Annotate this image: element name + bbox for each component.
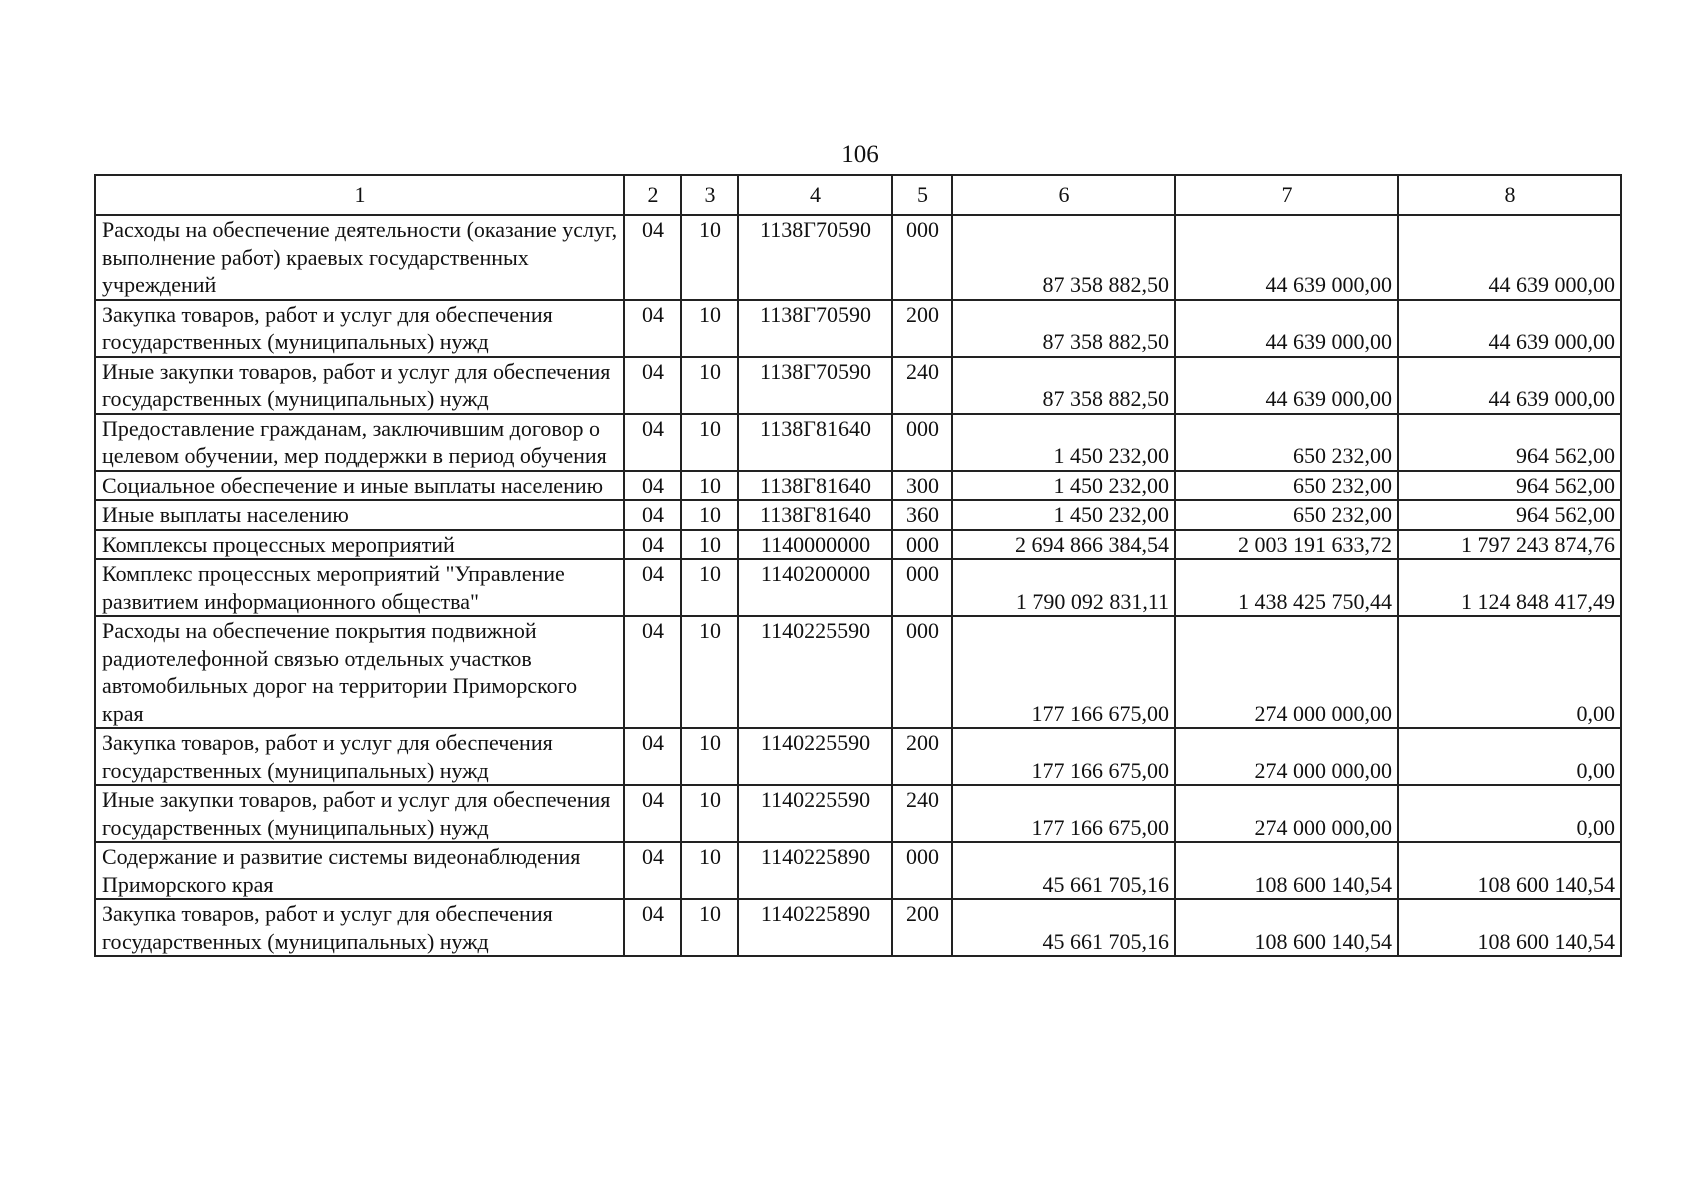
section-code: 04 (624, 500, 681, 530)
target-article-code: 1140225590 (738, 728, 892, 785)
expense-type-code: 000 (892, 414, 952, 471)
table-row (95, 530, 1621, 560)
amount-col-6: 2 694 866 384,54 (952, 530, 1175, 560)
section-code: 04 (624, 471, 681, 501)
expense-name: Закупка товаров, работ и услуг для обеспечения государственных (муниципальных) нужд (95, 899, 624, 956)
amount-col-8: 44 639 000,00 (1398, 357, 1621, 414)
expense-type-code: 200 (892, 300, 952, 357)
table-row (95, 559, 1621, 616)
subsection-code: 10 (681, 500, 738, 530)
expense-name: Иные закупки товаров, работ и услуг для обеспечения государственных (муниципальных) нужд (95, 357, 624, 414)
subsection-code: 10 (681, 300, 738, 357)
expense-name: Иные выплаты населению (95, 500, 624, 530)
target-article-code: 1140225590 (738, 616, 892, 728)
amount-col-6: 1 790 092 831,11 (952, 559, 1175, 616)
subsection-code: 10 (681, 559, 738, 616)
column-header: 7 (1175, 175, 1398, 215)
section-code: 04 (624, 559, 681, 616)
amount-col-8: 44 639 000,00 (1398, 300, 1621, 357)
subsection-code: 10 (681, 357, 738, 414)
amount-col-7: 1 438 425 750,44 (1175, 559, 1398, 616)
subsection-code: 10 (681, 471, 738, 501)
expense-name: Расходы на обеспечение покрытия подвижной радиотелефонной связью отдельных участков автомобильных дорог на территории Приморского края (95, 616, 624, 728)
target-article-code: 1138Г70590 (738, 300, 892, 357)
table-row (95, 300, 1621, 357)
target-article-code: 1138Г81640 (738, 414, 892, 471)
expense-name: Закупка товаров, работ и услуг для обеспечения государственных (муниципальных) нужд (95, 728, 624, 785)
section-code: 04 (624, 616, 681, 728)
amount-col-8: 1 124 848 417,49 (1398, 559, 1621, 616)
expense-type-code: 000 (892, 616, 952, 728)
table-row (95, 414, 1621, 471)
amount-col-8: 0,00 (1398, 728, 1621, 785)
target-article-code: 1140200000 (738, 559, 892, 616)
expense-name: Социальное обеспечение и иные выплаты населению (95, 471, 624, 501)
column-header: 1 (95, 175, 624, 215)
expense-type-code: 200 (892, 728, 952, 785)
subsection-code: 10 (681, 728, 738, 785)
amount-col-6: 87 358 882,50 (952, 300, 1175, 357)
table-row (95, 471, 1621, 501)
expense-name: Иные закупки товаров, работ и услуг для обеспечения государственных (муниципальных) нужд (95, 785, 624, 842)
target-article-code: 1140225590 (738, 785, 892, 842)
table-row (95, 842, 1621, 899)
section-code: 04 (624, 357, 681, 414)
amount-col-7: 274 000 000,00 (1175, 616, 1398, 728)
page-number: 106 (841, 141, 879, 168)
amount-col-8: 108 600 140,54 (1398, 899, 1621, 956)
amount-col-6: 1 450 232,00 (952, 500, 1175, 530)
target-article-code: 1140000000 (738, 530, 892, 560)
amount-col-7: 274 000 000,00 (1175, 785, 1398, 842)
section-code: 04 (624, 728, 681, 785)
expense-name: Предоставление гражданам, заключившим договор о целевом обучении, мер поддержки в период обучения (95, 414, 624, 471)
header-row (95, 175, 1621, 215)
amount-col-6: 1 450 232,00 (952, 414, 1175, 471)
column-header: 6 (952, 175, 1175, 215)
table-row (95, 215, 1621, 300)
section-code: 04 (624, 414, 681, 471)
table-row (95, 357, 1621, 414)
budget-table (94, 174, 1622, 957)
target-article-code: 1138Г81640 (738, 500, 892, 530)
subsection-code: 10 (681, 842, 738, 899)
expense-type-code: 000 (892, 215, 952, 300)
amount-col-8: 1 797 243 874,76 (1398, 530, 1621, 560)
amount-col-6: 87 358 882,50 (952, 215, 1175, 300)
expense-type-code: 000 (892, 530, 952, 560)
expense-type-code: 360 (892, 500, 952, 530)
amount-col-7: 44 639 000,00 (1175, 300, 1398, 357)
table-row (95, 899, 1621, 956)
target-article-code: 1138Г70590 (738, 215, 892, 300)
amount-col-6: 177 166 675,00 (952, 785, 1175, 842)
amount-col-6: 177 166 675,00 (952, 616, 1175, 728)
subsection-code: 10 (681, 616, 738, 728)
amount-col-7: 650 232,00 (1175, 500, 1398, 530)
amount-col-8: 964 562,00 (1398, 500, 1621, 530)
target-article-code: 1140225890 (738, 899, 892, 956)
table-row (95, 616, 1621, 728)
section-code: 04 (624, 215, 681, 300)
section-code: 04 (624, 785, 681, 842)
amount-col-6: 45 661 705,16 (952, 842, 1175, 899)
amount-col-7: 44 639 000,00 (1175, 215, 1398, 300)
subsection-code: 10 (681, 414, 738, 471)
expense-type-code: 300 (892, 471, 952, 501)
expense-type-code: 000 (892, 559, 952, 616)
section-code: 04 (624, 842, 681, 899)
amount-col-8: 964 562,00 (1398, 471, 1621, 501)
column-header: 3 (681, 175, 738, 215)
amount-col-6: 177 166 675,00 (952, 728, 1175, 785)
target-article-code: 1138Г70590 (738, 357, 892, 414)
target-article-code: 1140225890 (738, 842, 892, 899)
amount-col-7: 108 600 140,54 (1175, 899, 1398, 956)
expense-type-code: 240 (892, 357, 952, 414)
table-row (95, 728, 1621, 785)
expense-name: Закупка товаров, работ и услуг для обеспечения государственных (муниципальных) нужд (95, 300, 624, 357)
amount-col-8: 44 639 000,00 (1398, 215, 1621, 300)
amount-col-8: 964 562,00 (1398, 414, 1621, 471)
amount-col-7: 274 000 000,00 (1175, 728, 1398, 785)
expense-name: Комплекс процессных мероприятий "Управление развитием информационного общества" (95, 559, 624, 616)
amount-col-7: 650 232,00 (1175, 414, 1398, 471)
subsection-code: 10 (681, 785, 738, 842)
column-header: 5 (892, 175, 952, 215)
amount-col-8: 0,00 (1398, 785, 1621, 842)
amount-col-8: 0,00 (1398, 616, 1621, 728)
column-header: 4 (738, 175, 892, 215)
section-code: 04 (624, 300, 681, 357)
amount-col-7: 44 639 000,00 (1175, 357, 1398, 414)
expense-name: Комплексы процессных мероприятий (95, 530, 624, 560)
amount-col-6: 1 450 232,00 (952, 471, 1175, 501)
amount-col-8: 108 600 140,54 (1398, 842, 1621, 899)
expense-type-code: 000 (892, 842, 952, 899)
expense-type-code: 240 (892, 785, 952, 842)
table-row (95, 500, 1621, 530)
amount-col-6: 45 661 705,16 (952, 899, 1175, 956)
subsection-code: 10 (681, 530, 738, 560)
target-article-code: 1138Г81640 (738, 471, 892, 501)
amount-col-7: 650 232,00 (1175, 471, 1398, 501)
subsection-code: 10 (681, 899, 738, 956)
table-row (95, 785, 1621, 842)
amount-col-7: 108 600 140,54 (1175, 842, 1398, 899)
expense-name: Содержание и развитие системы видеонаблюдения Приморского края (95, 842, 624, 899)
expense-type-code: 200 (892, 899, 952, 956)
amount-col-7: 2 003 191 633,72 (1175, 530, 1398, 560)
section-code: 04 (624, 899, 681, 956)
expense-name: Расходы на обеспечение деятельности (оказание услуг, выполнение работ) краевых государственных учреждений (95, 215, 624, 300)
column-header: 8 (1398, 175, 1621, 215)
column-header: 2 (624, 175, 681, 215)
amount-col-6: 87 358 882,50 (952, 357, 1175, 414)
subsection-code: 10 (681, 215, 738, 300)
section-code: 04 (624, 530, 681, 560)
